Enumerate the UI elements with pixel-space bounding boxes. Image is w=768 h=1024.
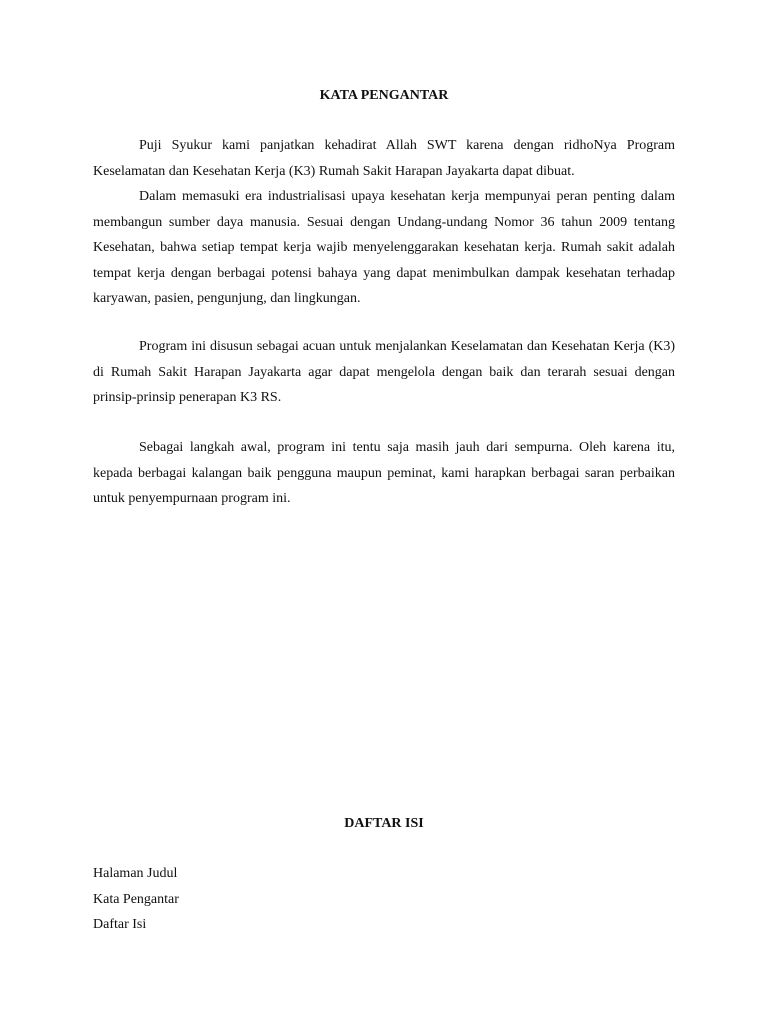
toc-item-halaman-judul: Halaman Judul [93,866,178,881]
table-of-contents [93,861,179,938]
toc-item-kata-pengantar: Kata Pengantar [93,891,179,907]
kata-pengantar-title: KATA PENGANTAR [319,88,449,103]
paragraph-industrialization: Dalam memasuki era industrialisasi upaya kesehatan kerja mempunyai peran penting dalam membangun sumber daya manusia. Sesuai dengan Undang-undang Nomor 36 tahun 2009 tentang Kesehatan, bahwa setiap tempat kerja wajib menyelenggarakan kesehatan kerja. Rumah sakit adalah tempat kerja dengan berbagai potensi bahaya yang dapat menimbulkan dampak kesehatan terhadap karyawan, pasien, pengunjung, dan lingkungan. [93,189,675,306]
paragraph-program-purpose: Program ini disusun sebagai acuan untuk menjalankan Keselamatan dan Kesehatan Kerja (K3) di Rumah Sakit Harapan Jayakarta agar dapat mengelola dengan baik dan terarah sesuai dengan prinsip-prinsip penerapan K3 RS. [93,339,675,405]
daftar-isi-title: DAFTAR ISI [344,816,424,831]
toc-item-daftar-isi: Daftar Isi [93,917,147,932]
paragraph-intro: Puji Syukur kami panjatkan kehadirat Allah SWT karena dengan ridhoNya Program Keselamatan dan Kesehatan Kerja (K3) Rumah Sakit Harapan Jayakarta dapat dibuat. [93,138,675,179]
paragraph-closing: Sebagai langkah awal, program ini tentu saja masih jauh dari sempurna. Oleh karena itu, kepada berbagai kalangan baik pengguna maupun peminat, kami harapkan berbagai saran perbaikan untuk penyempurnaan program ini. [93,440,675,506]
